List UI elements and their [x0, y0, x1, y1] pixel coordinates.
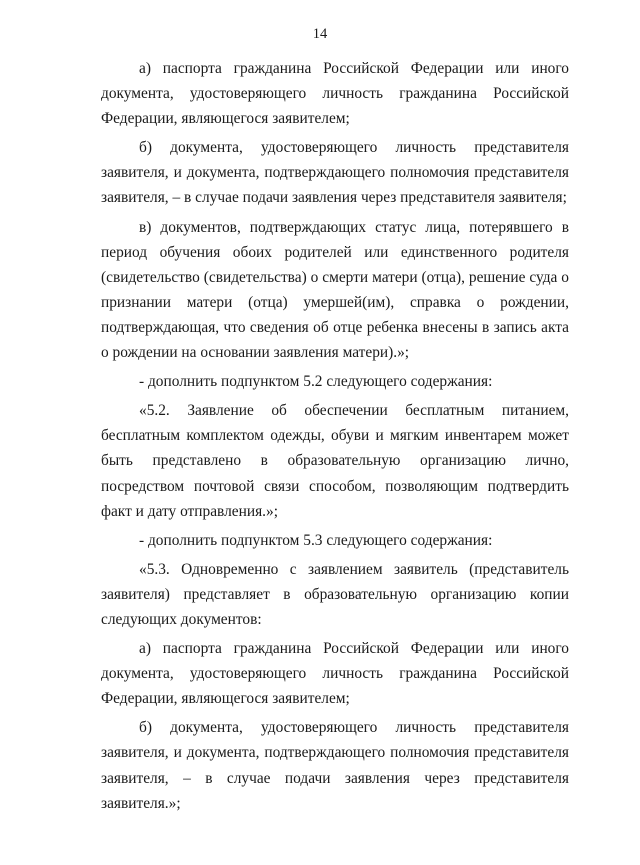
paragraph-subpoint-5-2: «5.2. Заявление об обеспечении бесплатным питанием, бесплатным комплектом одежды, обуви и мягким инвентарем может быть представлено в образовательную организацию лично, посредством почтовой связи способом, позволяющим подтвердить факт и дату отправления.»; — [101, 402, 569, 520]
paragraph-item-v: в) документов, подтверждающих статус лица, потерявшего в период обучения обоих родителей или единственного родителя (свидетельство (свидетельства) о смерти матери (отца), решение суда о признании матери (отца) умершей(им), справка о рождении, подтверждающая, что сведения об отце ребенка внесены в запись акта о рождении на основании заявления матери).»; — [101, 218, 569, 362]
paragraph-item-b: б) документа, удостоверяющего личность представителя заявителя, и документа, подтверждающего полномочия представителя заявителя, – в случае подачи заявления через представителя заявителя; — [101, 139, 569, 207]
paragraph-amend-5-2: - дополнить подпунктом 5.2 следующего содержания: — [139, 373, 493, 391]
paragraph-item-a: а) паспорта гражданина Российской Федерации или иного документа, удостоверяющего личность гражданина Российской Федерации, являющегося заявителем; — [101, 60, 569, 128]
paragraph-amend-5-3: - дополнить подпунктом 5.3 следующего содержания: — [139, 531, 493, 549]
document-body — [101, 56, 569, 816]
paragraph-5-3-item-b: б) документа, удостоверяющего личность представителя заявителя, и документа, подтверждающего полномочия представителя заявителя, – в случае подачи заявления через представителя заявителя.»; — [101, 719, 569, 812]
paragraph-subpoint-5-3: «5.3. Одновременно с заявлением заявитель (представитель заявителя) представляет в образовательную организацию копии следующих документов: — [101, 560, 569, 628]
paragraph-5-3-item-a: а) паспорта гражданина Российской Федерации или иного документа, удостоверяющего личность гражданина Российской Федерации, являющегося заявителем; — [101, 640, 569, 708]
page-number: 14 — [312, 26, 328, 42]
